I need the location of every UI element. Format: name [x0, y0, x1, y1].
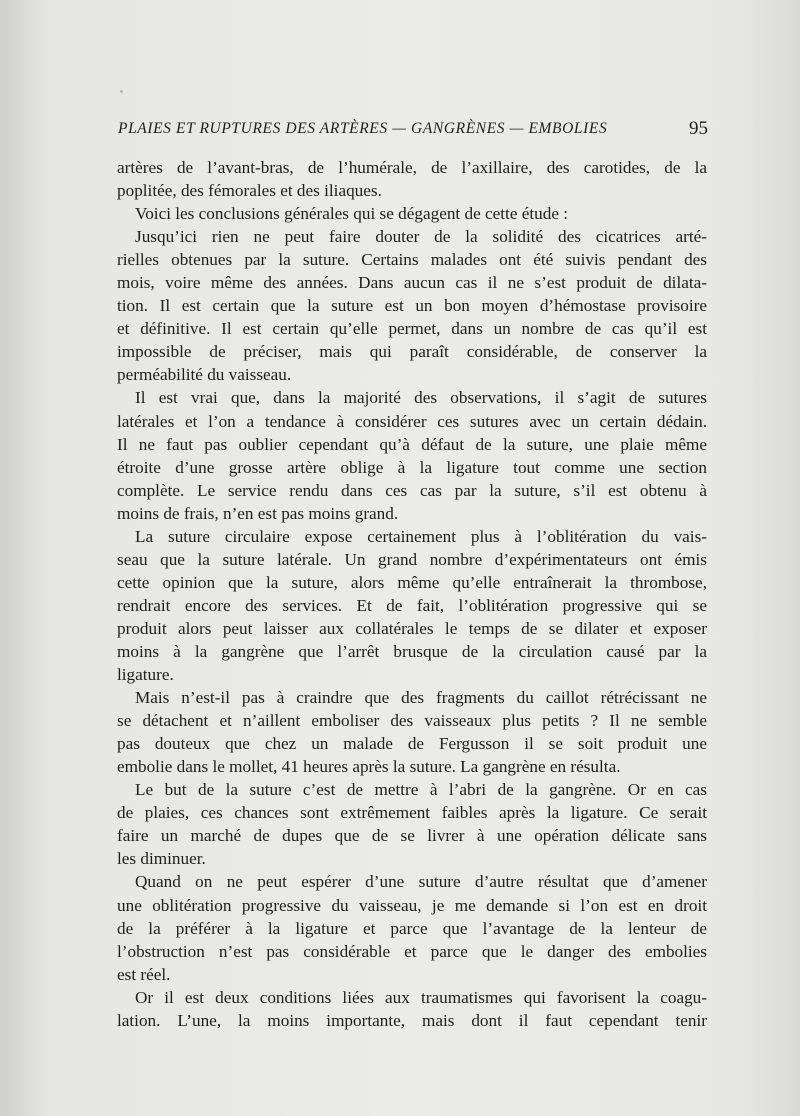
paragraph: [117, 525, 707, 686]
text-line: cette opinion que la suture, alors même qu’elle entraînerait la thrombose,: [117, 572, 707, 592]
text-line: l’obstruction n’est pas considérable et parce que le danger des embolies: [117, 941, 707, 961]
text-line: une oblitération progressive du vaisseau, je me demande si l’on est en droit: [117, 895, 707, 915]
paragraph: [117, 870, 707, 985]
text-line: La suture circulaire expose certainement plus à l’oblitération du vais-: [135, 526, 707, 546]
paragraph: [117, 156, 707, 202]
text-line: se détachent et n’aillent emboliser des vaisseaux plus petits ? Il ne semble: [117, 711, 707, 731]
running-title: PLAIES ET RUPTURES DES ARTÈRES — GANGRÈNES — EMBOLIES: [118, 120, 608, 137]
text-line: Quand on ne peut espérer d’une suture d’autre résultat que d’amener: [135, 872, 707, 892]
text-line: ligature.: [117, 665, 174, 685]
text-line: les diminuer.: [117, 849, 206, 869]
text-line: est réel.: [117, 964, 171, 984]
text-line: moins à la gangrène que l’arrêt brusque de la circulation causé par la: [117, 641, 707, 661]
text-line: Or il est deux conditions liées aux traumatismes qui favorisent la coagu-: [135, 987, 707, 1007]
text-line: impossible de préciser, mais qui paraît considérable, de conserver la: [117, 342, 707, 362]
text-line: lation. L’une, la moins importante, mais dont il faut cependant tenir: [117, 1010, 707, 1030]
text-line: étroite d’une grosse artère oblige à la ligature tout comme une section: [117, 457, 707, 477]
text-line: Il est vrai que, dans la majorité des observations, il s’agit de sutures: [135, 388, 707, 408]
text-line: faire un marché de dupes que de se livrer à une opération délicate sans: [117, 826, 707, 846]
running-head: [118, 118, 708, 148]
paragraph: [117, 225, 707, 386]
text-line: Il ne faut pas oublier cependant qu’à défaut de la suture, une plaie même: [117, 434, 707, 454]
text-line: rielles obtenues par la suture. Certains malades ont été suivis pendant des: [117, 250, 707, 270]
text-line: Voici les conclusions générales qui se dégagent de cette étude :: [135, 204, 569, 224]
text-line: Le but de la suture c’est de mettre à l’abri de la gangrène. Or en cas: [135, 780, 707, 800]
page-number: 95: [689, 118, 708, 139]
paragraph: [117, 202, 707, 225]
body-text: [117, 156, 707, 1032]
text-line: artères de l’avant-bras, de l’humérale, de l’axillaire, des carotides, de la: [117, 158, 707, 177]
speck-mark: [120, 90, 123, 93]
text-line: embolie dans le mollet, 41 heures après la suture. La gangrène en résulta.: [117, 757, 621, 777]
text-line: latérales et l’on a tendance à considérer ces sutures avec un certain dédain.: [117, 411, 707, 431]
text-line: pas douteux que chez un malade de Fergusson il se soit produit une: [117, 734, 707, 754]
text-line: rendrait encore des services. Et de fait, l’oblitération progressive qui se: [117, 595, 707, 615]
paragraph: [117, 778, 707, 870]
text-line: moins de frais, n’en est pas moins grand.: [117, 503, 399, 523]
text-line: Mais n’est-il pas à craindre que des fragments du caillot rétrécissant ne: [135, 688, 707, 708]
text-line: poplitée, des fémorales et des iliaques.: [117, 181, 382, 201]
text-line: et définitive. Il est certain qu’elle permet, dans un nombre de cas qu’il est: [117, 319, 707, 339]
text-line: de la préférer à la ligature et parce que l’avantage de la lenteur de: [117, 918, 707, 938]
text-line: tion. Il est certain que la suture est un bon moyen d’hémostase provisoire: [117, 296, 707, 316]
text-line: Jusqu’ici rien ne peut faire douter de la solidité des cicatrices arté-: [135, 227, 707, 247]
text-line: perméabilité du vaisseau.: [117, 365, 292, 385]
paragraph: [117, 986, 707, 1032]
text-line: mois, voire même des années. Dans aucun cas il ne s’est produit de dilata-: [117, 273, 707, 293]
text-line: de plaies, ces chances sont extrêmement faibles après la ligature. Ce serait: [117, 803, 707, 823]
text-line: produit alors peut laisser aux collatérales le temps de se dilater et exposer: [117, 618, 707, 638]
paragraph: [117, 386, 707, 524]
text-line: seau que la suture latérale. Un grand nombre d’expérimentateurs ont émis: [117, 549, 707, 569]
text-line: complète. Le service rendu dans ces cas par la suture, s’il est obtenu à: [117, 480, 707, 500]
paragraph: [117, 686, 707, 778]
